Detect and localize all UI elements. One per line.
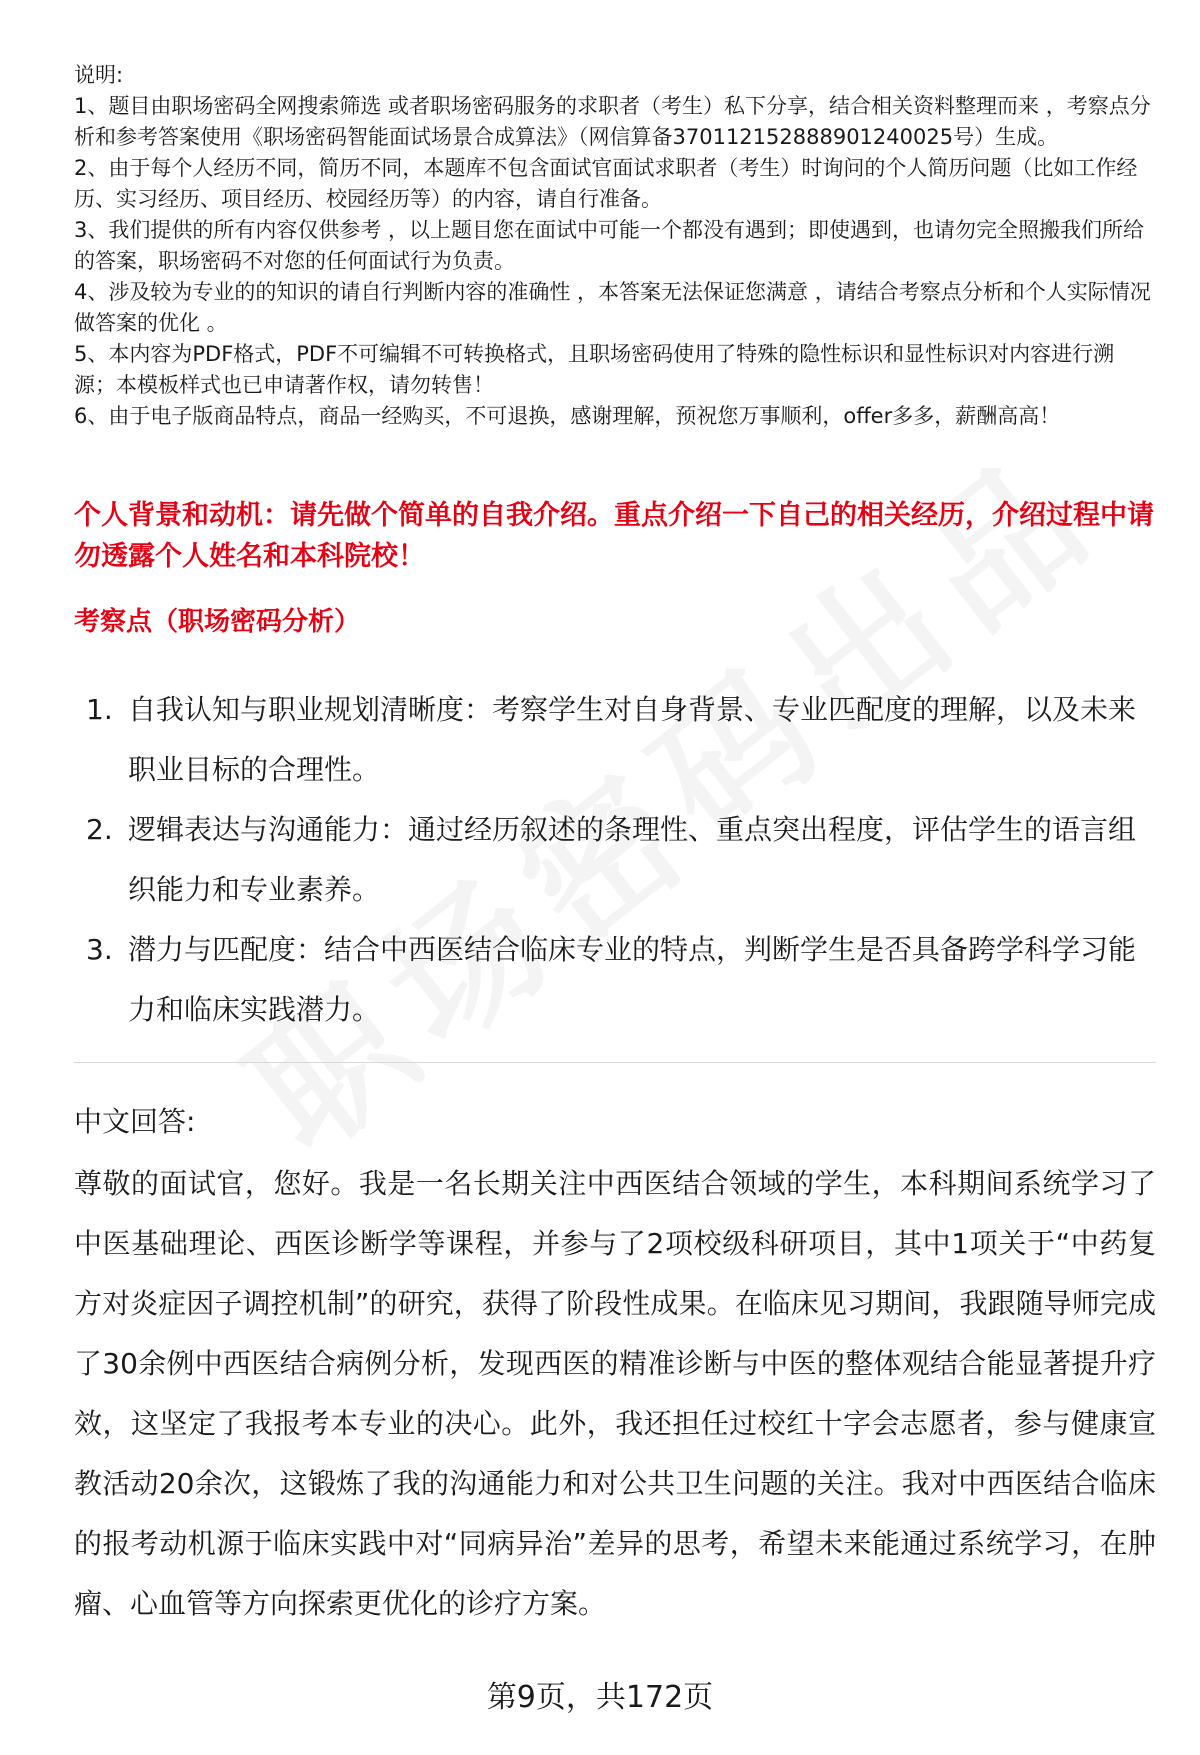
note-item: 3、我们提供的所有内容仅供参考 ，以上题目您在面试中可能一个都没有遇到；即使遇到，也请勿完全照搬我们所给的答案，职场密码不对您的任何面试行为负责。 xyxy=(74,218,1145,273)
point-number: 3. xyxy=(86,933,113,966)
answer-label: 中文回答: xyxy=(74,1105,196,1138)
answer-text: 尊敬的面试官，您好。我是一名长期关注中西医结合领域的学生，本科期间系统学习了中医基础理论、西医诊断学等课程，并参与了2项校级科研项目，其中1项关于“中药复方对炎症因子调控机制”的研究，获得了阶段性成果。在临床见习期间，我跟随导师完成了30余例中西医结合病例分析，发现西医的精准诊断与中医的整体观结合能显著提升疗效，这坚定了我报考本专业的决心。此外，我还担任过校红十字会志愿者，参与健康宣教活动20余次，这锻炼了我的沟通能力和对公共卫生问题的关注。我对中西医结合临床的报考动机源于临床实践中对“同病异治”差异的思考，希望未来能通过系统学习，在肿瘤、心血管等方向探索更优化的诊疗方案。 xyxy=(74,1167,1156,1620)
note-item: 1、题目由职场密码全网搜索筛选 或者职场密码服务的求职者（考生）私下分享，结合相关资料整理而来 ，考察点分析和参考答案使用《职场密码智能面试场景合成算法》（网信算备370112152888901240025号）生成。 xyxy=(74,94,1151,149)
assessment-points-title: 考察点（职场密码分析） xyxy=(74,607,361,637)
point-text: 潜力与匹配度：结合中西医结合临床专业的特点，判断学生是否具备跨学科学习能力和临床实践潜力。 xyxy=(128,933,1137,1026)
point-number: 1. xyxy=(86,693,113,726)
notes-section xyxy=(74,60,1154,432)
note-item: 2、由于每个人经历不同，简历不同，本题库不包含面试官面试求职者（考生）时询问的个人简历问题（比如工作经历、实习经历、项目经历、校园经历等）的内容，请自行准备。 xyxy=(74,156,1138,211)
assessment-point xyxy=(74,800,1154,920)
divider xyxy=(74,1062,1156,1063)
assessment-point xyxy=(74,680,1154,800)
note-item: 5、本内容为PDF格式，PDF不可编辑不可转换格式，且职场密码使用了特殊的隐性标识和显性标识对内容进行溯源；本模板样式也已申请著作权，请勿转售！ xyxy=(74,342,1115,397)
notes-heading: 说明: xyxy=(74,63,124,87)
assessment-points-list xyxy=(74,680,1154,1040)
note-item: 4、涉及较为专业的的知识的请自行判断内容的准确性 ，本答案无法保证您满意 ，请结合考察点分析和个人实际情况做答案的优化 。 xyxy=(74,280,1151,335)
point-number: 2. xyxy=(86,813,113,846)
assessment-point xyxy=(74,920,1154,1040)
interview-question: 个人背景和动机：请先做个简单的自我介绍。重点介绍一下自己的相关经历，介绍过程中请勿透露个人姓名和本科院校！ xyxy=(74,500,1154,572)
note-item: 6、由于电子版商品特点，商品一经购买，不可退换，感谢理解，预祝您万事顺利，offer多多，薪酬高高！ xyxy=(74,404,1061,428)
point-text: 逻辑表达与沟通能力：通过经历叙述的条理性、重点突出程度，评估学生的语言组织能力和专业素养。 xyxy=(128,813,1137,906)
point-text: 自我认知与职业规划清晰度：考察学生对自身背景、专业匹配度的理解，以及未来职业目标的合理性。 xyxy=(128,693,1137,786)
page-number: 第9页，共172页 xyxy=(486,1680,714,1715)
